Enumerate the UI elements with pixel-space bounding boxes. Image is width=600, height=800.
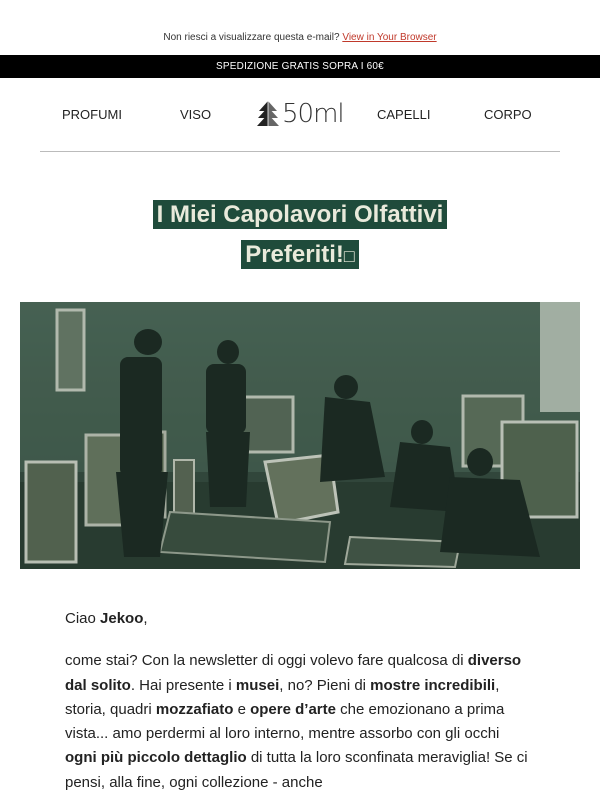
headline-line-2-text: Preferiti! — [245, 241, 344, 268]
body-bold-6: ogni più piccolo dettaglio — [65, 749, 247, 767]
body-text-4: , storia, quadri — [65, 676, 500, 718]
logo-text: 50ml — [282, 99, 344, 129]
body-text-3: , no? Pieni di — [279, 676, 371, 694]
body-bold-5: opere d’arte — [250, 700, 336, 718]
headline — [0, 195, 600, 276]
hero-photo-illustration — [20, 302, 580, 569]
body-bold-3: mostre incredibili — [370, 676, 496, 694]
nav-item-capelli[interactable]: CAPELLI — [377, 107, 431, 122]
free-shipping-text: SPEDIZIONE GRATIS SOPRA I 60€ — [216, 61, 384, 72]
nav-divider — [40, 151, 560, 152]
nav-item-viso[interactable]: VISO — [180, 107, 212, 122]
body-bold-2: musei — [235, 676, 280, 694]
body-text-6: che emozionano a prima vista... amo perdermi al loro interno, mentre assorbo con gli occhi — [65, 700, 505, 743]
headline-line-2 — [241, 240, 359, 269]
headline-line-1: I Miei Capolavori Olfattivi — [153, 200, 448, 229]
body-bold-4: mozzafiato — [155, 700, 234, 718]
nav-item-corpo[interactable]: CORPO — [484, 107, 532, 122]
body-text-5: e — [233, 700, 251, 718]
preheader — [0, 32, 600, 43]
preheader-text: Non riesci a visualizzare questa e-mail? — [163, 32, 340, 43]
free-shipping-banner — [0, 55, 600, 78]
body-text-1: come stai? Con la newsletter di oggi volevo fare qualcosa di — [65, 652, 468, 670]
nav-item-profumi[interactable]: PROFUMI — [62, 107, 122, 122]
view-in-browser-link[interactable]: View in Your Browser — [342, 32, 437, 43]
body-bold-1: diverso dal solito — [65, 652, 522, 694]
greeting-suffix: , — [143, 610, 148, 627]
body-text-7: di tutta la loro sconfinata meraviglia! Se ci pensi, alla fine, ogni collezione - anche — [65, 749, 528, 791]
body-text-2: . Hai presente i — [130, 676, 236, 694]
greeting-name: Jekoo — [100, 610, 144, 627]
missing-glyph-icon: □ — [343, 246, 355, 266]
greeting-prefix: Ciao — [65, 610, 101, 627]
leaf-logo-icon — [256, 99, 280, 129]
newsletter-body — [65, 607, 535, 795]
hero-image-museum-women-arranging-paintings — [20, 302, 580, 569]
brand-logo[interactable] — [256, 97, 346, 131]
greeting — [65, 607, 535, 631]
intro-paragraph — [65, 649, 535, 795]
main-nav — [0, 95, 600, 135]
